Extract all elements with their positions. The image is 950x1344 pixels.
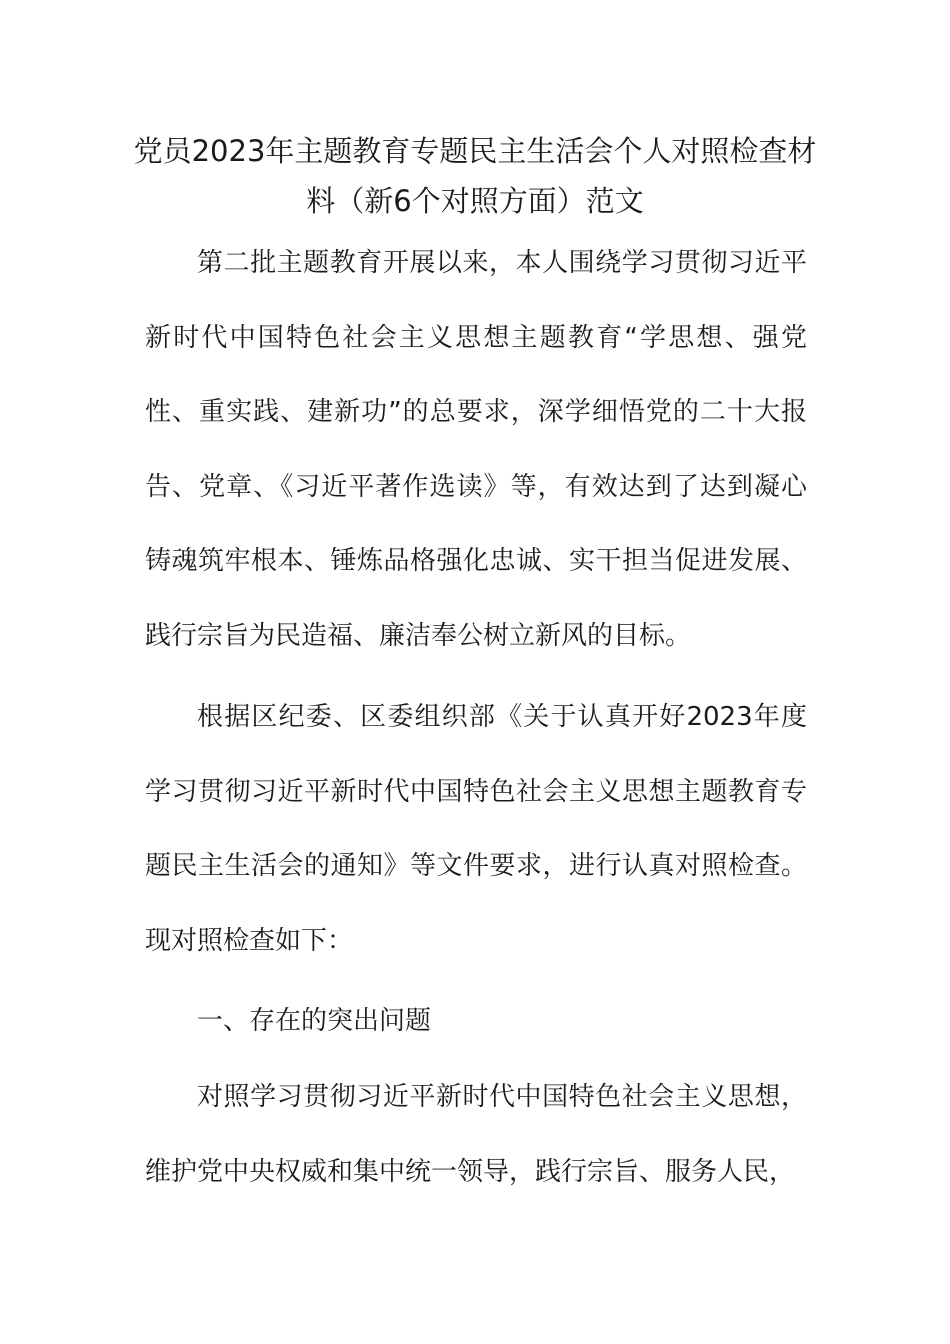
paragraph-basis: 根据区纪委、区委组织部《关于认真开好2023年度学习贯彻习近平新时代中国特色社会主义思想主题教育专题民主生活会的通知》等文件要求，进行认真对照检查。现对照检查如下： bbox=[145, 702, 807, 956]
section-heading: 一、存在的突出问题 bbox=[197, 1006, 432, 1036]
document-title: 党员2023年主题教育专题民主生活会个人对照检查材料（新6个对照方面）范文 bbox=[133, 134, 817, 218]
section-paragraph: 对照学习贯彻习近平新时代中国特色社会主义思想，维护党中央权威和集中统一领导，践行宗旨、服务人民， bbox=[145, 1082, 807, 1187]
paragraph-intro: 第二批主题教育开展以来，本人围绕学习贯彻习近平新时代中国特色社会主义思想主题教育“学思想、强党性、重实践、建新功”的总要求，深学细悟党的二十大报告、党章、《习近平著作选读》等，有效达到了达到凝心铸魂筑牢根本、锤炼品格强化忠诚、实干担当促进发展、践行宗旨为民造福、廉洁奉公树立新风的目标。 bbox=[145, 248, 807, 651]
